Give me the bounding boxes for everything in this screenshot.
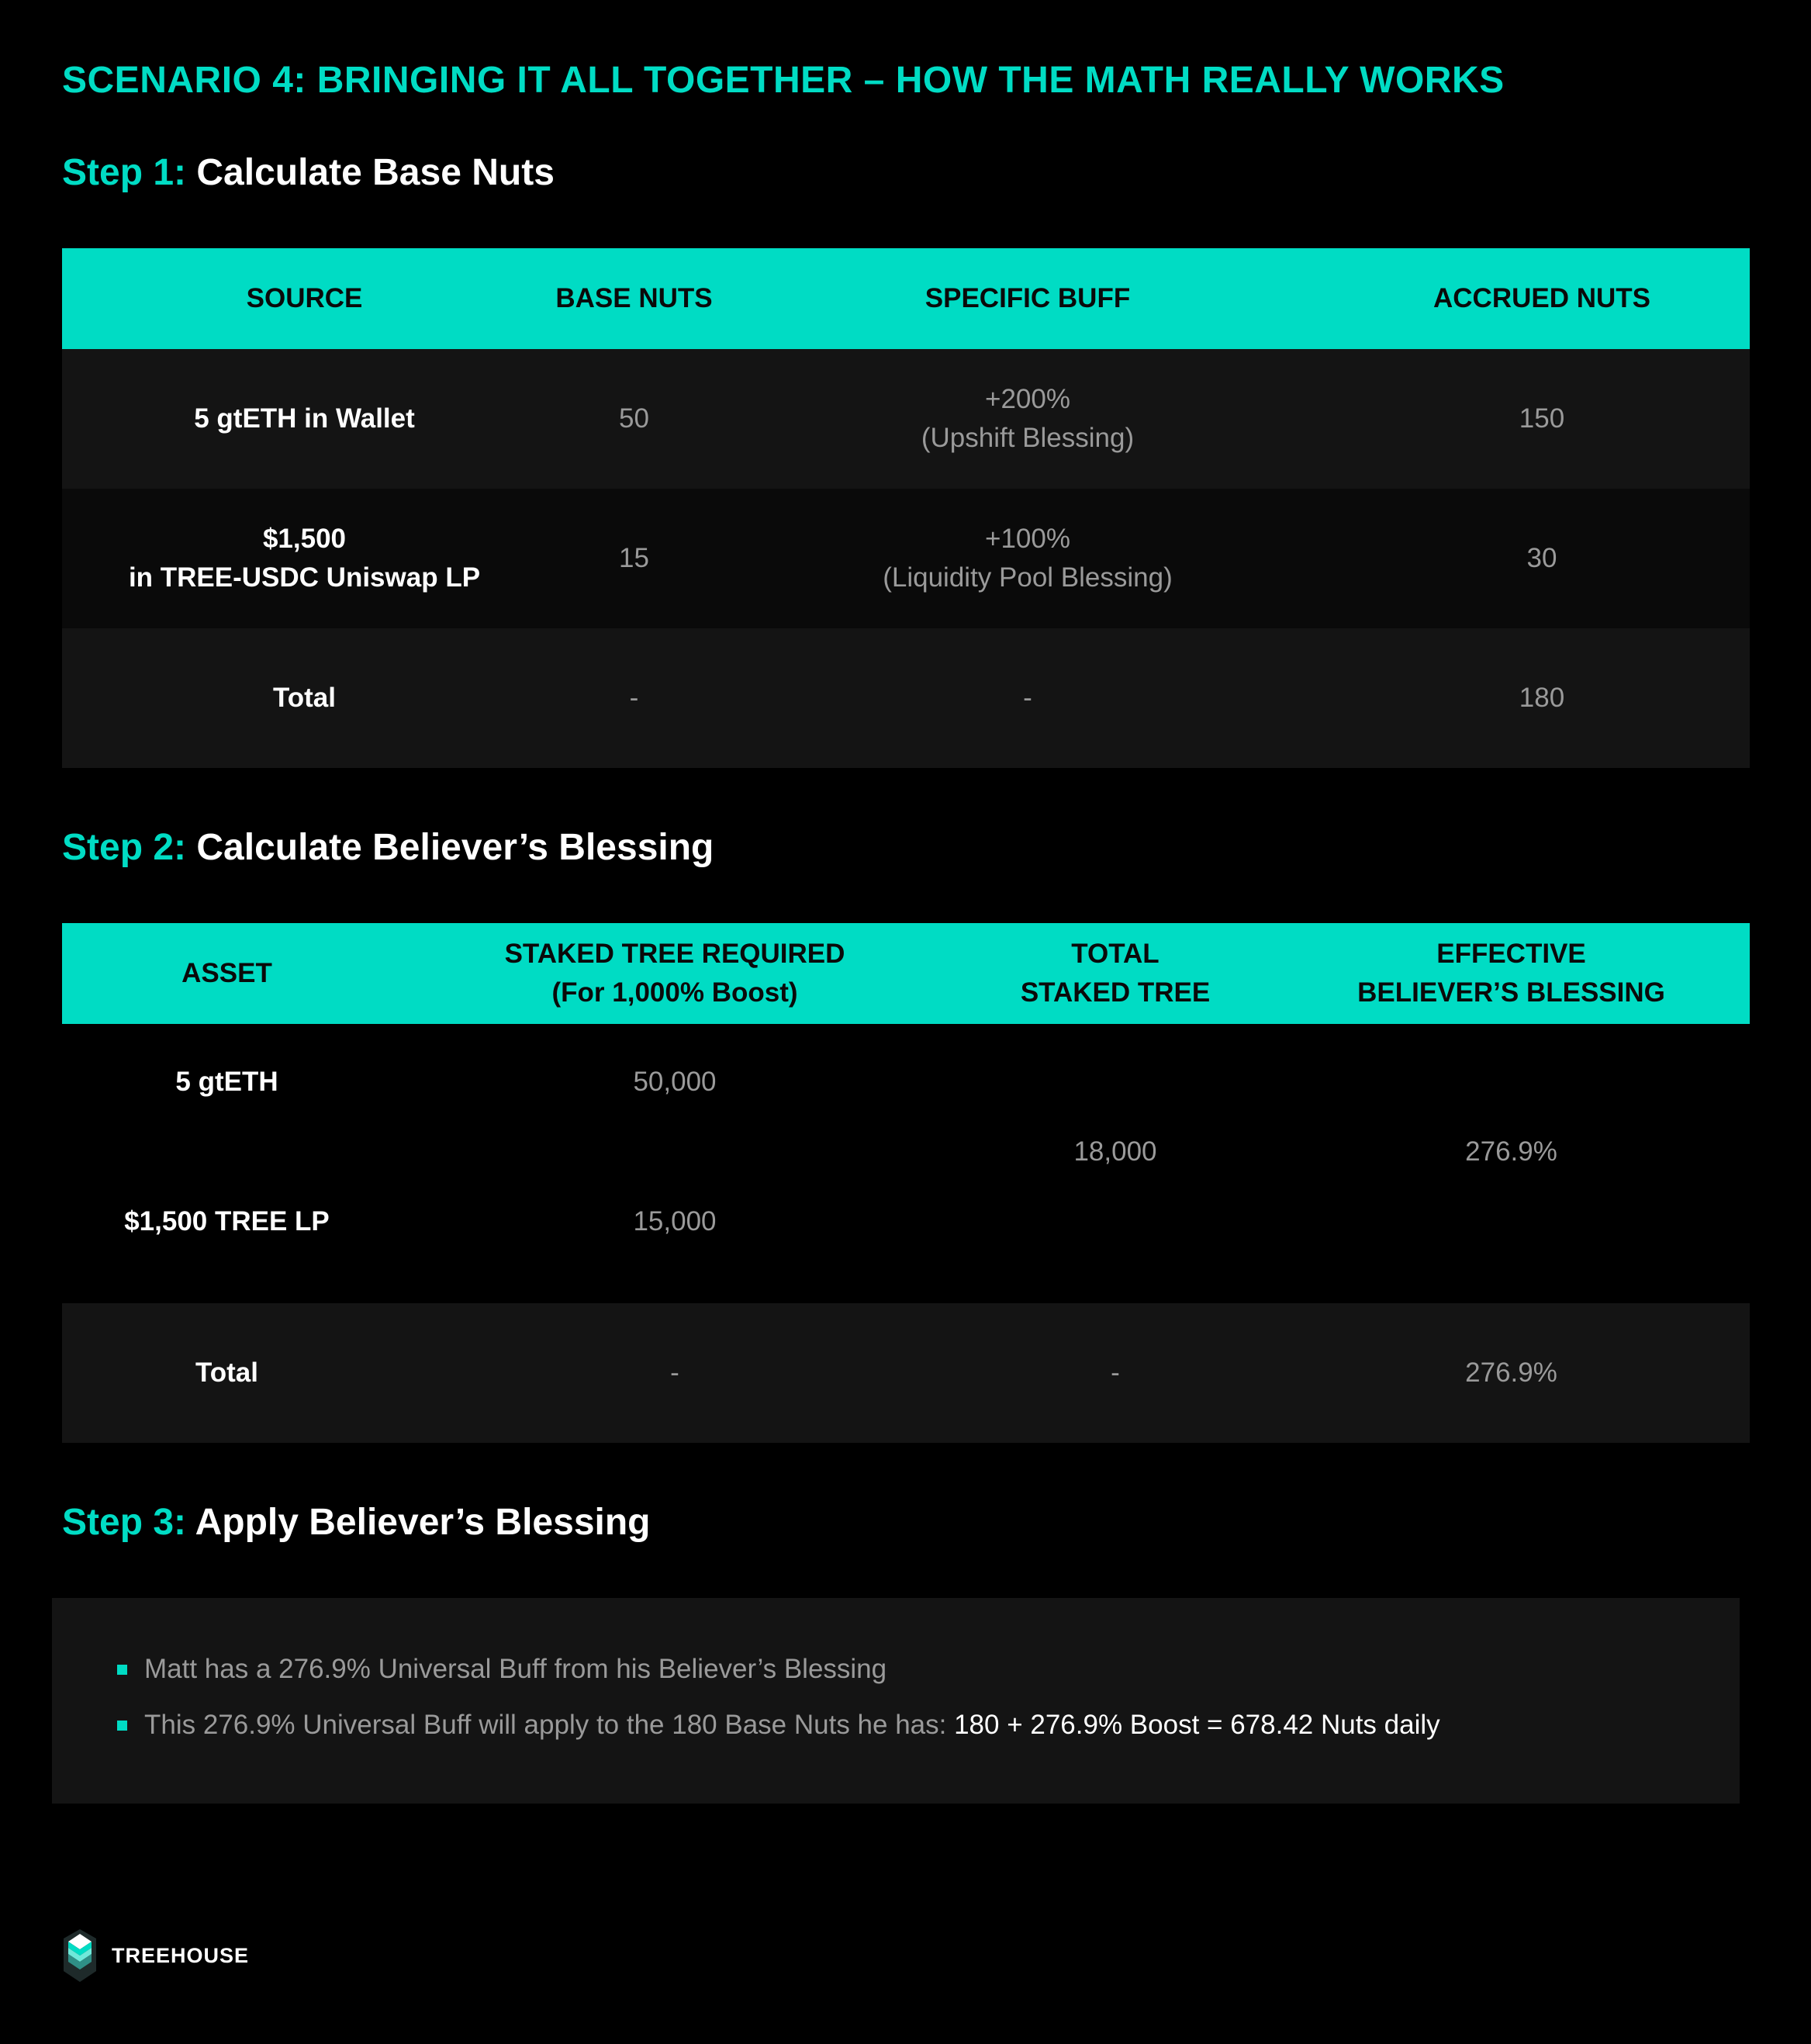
header-base-nuts: BASE NUTS bbox=[555, 283, 713, 313]
bullet-text: This 276.9% Universal Buff will apply to the 180 Base Nuts he has: bbox=[144, 1710, 955, 1740]
header-effective: EFFECTIVE bbox=[1436, 939, 1586, 969]
header-accrued-nuts: ACCRUED NUTS bbox=[1433, 283, 1650, 313]
buff-value: +100% bbox=[985, 524, 1070, 554]
step1-number: Step 1: bbox=[62, 152, 187, 193]
header-blessing: BELIEVER’S BLESSING bbox=[1357, 977, 1665, 1008]
buff-description: (Liquidity Pool Blessing) bbox=[883, 562, 1173, 593]
table-total-row bbox=[62, 628, 1750, 768]
header-required-note: (For 1,000% Boost) bbox=[551, 977, 798, 1008]
accrued-nuts-cell: 30 bbox=[1526, 543, 1557, 573]
step1-label: Calculate Base Nuts bbox=[196, 152, 555, 193]
required-cell: 50,000 bbox=[633, 1067, 717, 1097]
header-source: SOURCE bbox=[246, 283, 363, 313]
buff-value: - bbox=[1023, 683, 1032, 713]
buff-value: +200% bbox=[985, 384, 1070, 414]
treehouse-logo bbox=[62, 1928, 249, 1983]
list-item bbox=[117, 1710, 1440, 1741]
header-required: STAKED TREE REQUIRED bbox=[504, 939, 845, 969]
header-asset: ASSET bbox=[181, 958, 272, 988]
buff-description: (Upshift Blessing) bbox=[921, 423, 1135, 453]
step3-label: Apply Believer’s Blessing bbox=[195, 1502, 651, 1543]
step3-number: Step 3: bbox=[62, 1502, 187, 1543]
summary-box bbox=[52, 1598, 1740, 1804]
base-nuts-table bbox=[62, 248, 1750, 768]
table-row bbox=[62, 489, 1750, 628]
step3-heading bbox=[62, 1501, 651, 1544]
step2-number: Step 2: bbox=[62, 827, 187, 868]
effective-blessing-cell: 276.9% bbox=[1465, 1136, 1557, 1167]
source-cell: 5 gtETH in Wallet bbox=[194, 403, 415, 434]
base-nuts-cell: 50 bbox=[619, 403, 649, 434]
header-specific-buff: SPECIFIC BUFF bbox=[925, 283, 1131, 313]
required-cell: - bbox=[670, 1357, 679, 1388]
base-nuts-cell: 15 bbox=[619, 543, 649, 573]
table-header bbox=[62, 923, 1750, 1024]
required-cell: 15,000 bbox=[633, 1206, 717, 1236]
header-staked-tree: STAKED TREE bbox=[1020, 977, 1211, 1008]
effective-blessing-total: 276.9% bbox=[1465, 1357, 1557, 1388]
total-staked-cell: - bbox=[1111, 1357, 1120, 1388]
asset-cell: 5 gtETH bbox=[175, 1067, 278, 1097]
total-label: Total bbox=[272, 683, 336, 713]
believers-blessing-table bbox=[62, 923, 1750, 1443]
source-cell: $1,500 bbox=[262, 524, 347, 554]
page-title: SCENARIO 4: BRINGING IT ALL TOGETHER – HOW THE MATH REALLY WORKS bbox=[62, 60, 1505, 101]
table-header bbox=[62, 248, 1750, 349]
bullet-square-icon bbox=[117, 1721, 127, 1731]
logo-text: TREEHOUSE bbox=[112, 1943, 250, 1967]
accrued-nuts-total: 180 bbox=[1519, 683, 1565, 713]
source-cell-detail: in TREE-USDC Uniswap LP bbox=[128, 562, 481, 593]
total-staked-cell: 18,000 bbox=[1073, 1136, 1157, 1167]
asset-cell: $1,500 TREE LP bbox=[124, 1206, 330, 1236]
step2-heading bbox=[62, 826, 714, 869]
bullet-square-icon bbox=[117, 1665, 127, 1675]
result-highlight: 180 + 276.9% Boost = 678.42 Nuts daily bbox=[954, 1710, 1440, 1740]
table-total-row bbox=[62, 1303, 1750, 1443]
header-total: TOTAL bbox=[1071, 939, 1160, 969]
step1-heading bbox=[62, 151, 555, 194]
base-nuts-cell: - bbox=[629, 683, 639, 713]
treehouse-logo-icon bbox=[62, 1928, 98, 1983]
total-label: Total bbox=[195, 1357, 258, 1388]
accrued-nuts-cell: 150 bbox=[1519, 403, 1565, 434]
table-row bbox=[62, 349, 1750, 489]
bullet-text: Matt has a 276.9% Universal Buff from his Believer’s Blessing bbox=[144, 1654, 887, 1684]
step2-label: Calculate Believer’s Blessing bbox=[196, 827, 714, 868]
table-body bbox=[62, 1024, 1750, 1303]
list-item bbox=[117, 1654, 886, 1685]
